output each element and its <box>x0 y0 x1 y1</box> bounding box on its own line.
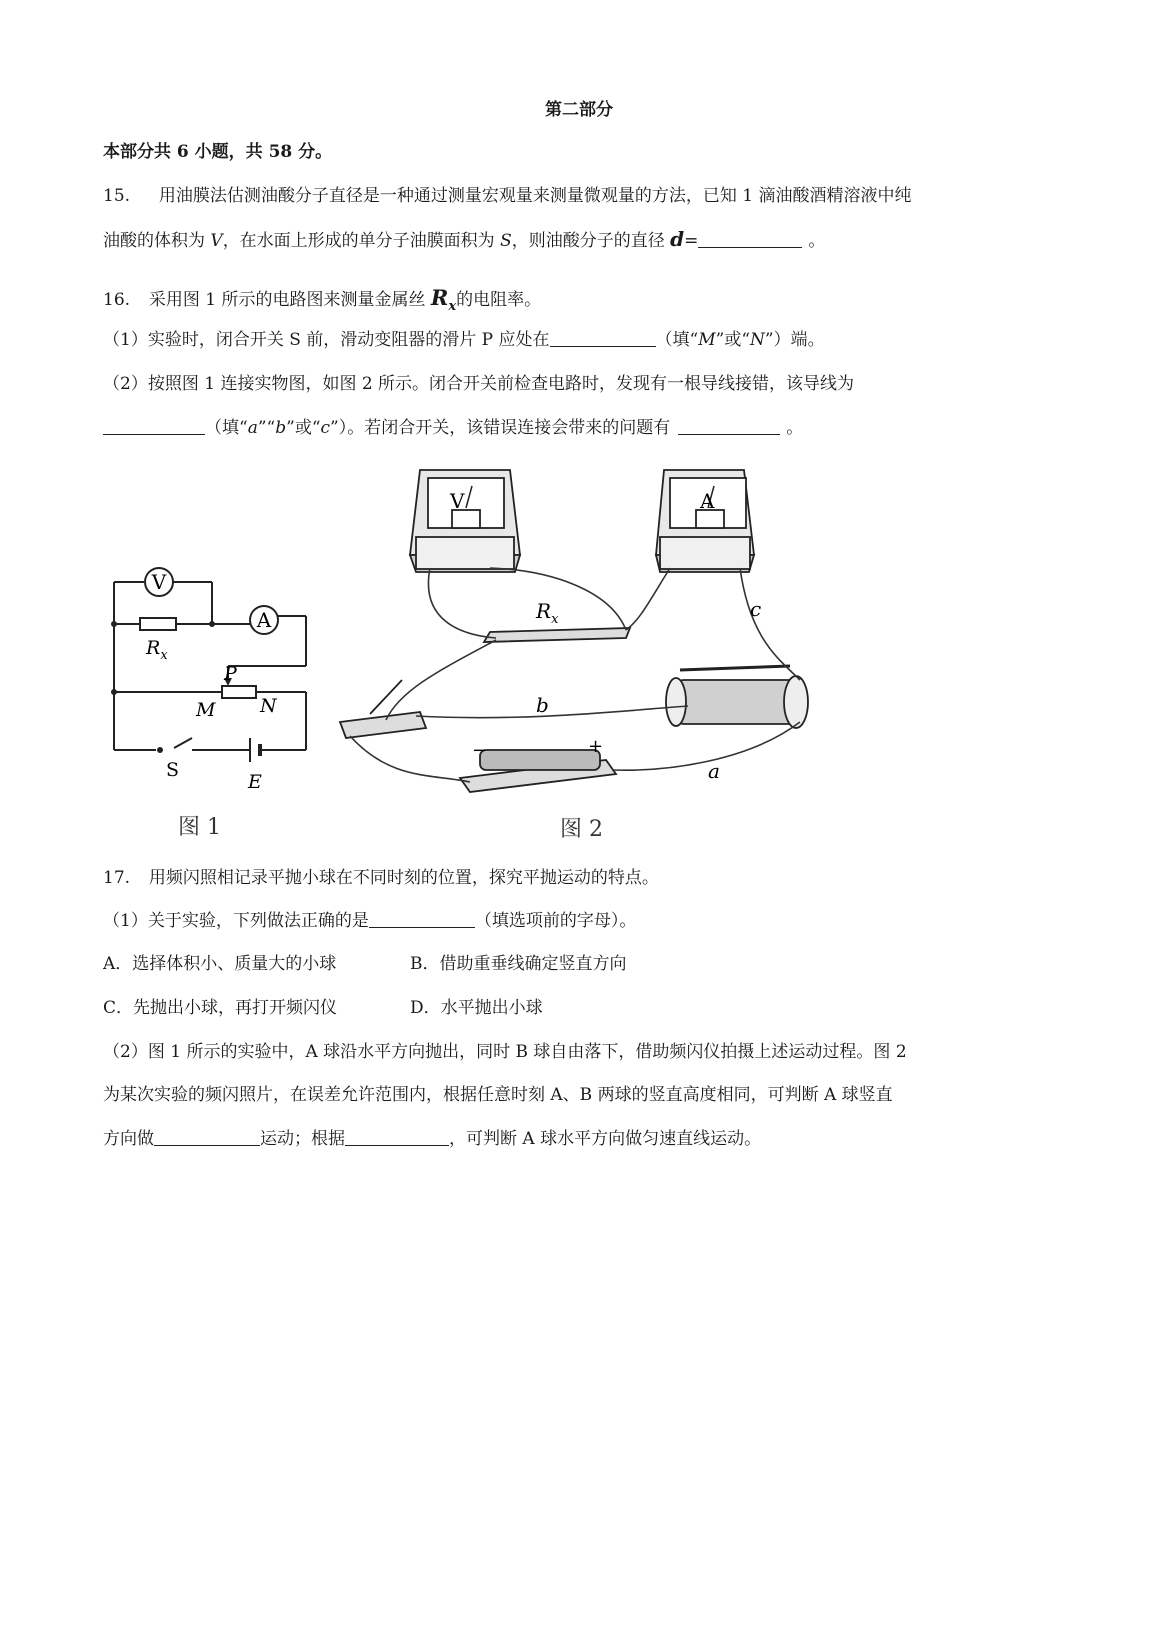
figure1-caption: 图 1 <box>178 815 221 840</box>
wire-c-text: c <box>320 418 331 438</box>
q17-p2-a: 方向做 <box>103 1129 154 1149</box>
q17-p1-b: （填选项前的字母）。 <box>474 911 637 931</box>
figure2-apparatus-drawing <box>330 460 850 805</box>
q17-part1 <box>103 909 636 933</box>
q16-p2-end: 。 <box>786 418 804 438</box>
q16-text-a: 采用图 1 所示的电路图来测量金属丝 <box>148 290 431 310</box>
q15-number: 15. <box>103 186 131 206</box>
q17-intro <box>103 866 659 890</box>
q16-p2-sep1: ”“ <box>257 418 276 438</box>
q16-p2-a: （填“ <box>205 418 248 438</box>
q17-option-b: B．借助重垂线确定竖直方向 <box>410 954 627 974</box>
q15-text1: 用油膜法估测油酸分子直径是一种通过测量宏观量来测量微观量的方法，已知 1 滴油酸酒精溶液中纯 <box>158 186 912 206</box>
var-d: d <box>670 227 685 251</box>
fig2-wire-c-label: c <box>750 597 762 621</box>
figure2-caption: 图 2 <box>560 817 603 842</box>
var-v: V <box>210 231 223 251</box>
q16-part1 <box>103 328 825 352</box>
fig2-wire-b-label: b <box>536 693 549 717</box>
fig1-p-label: P <box>224 663 237 685</box>
fig2-rx-label: $R_x$ <box>536 599 559 627</box>
q17-part2-line3 <box>103 1127 761 1151</box>
figure1-circuit-diagram <box>100 560 330 800</box>
q16-p1-d: ”）端。 <box>764 330 825 350</box>
var-s: S <box>500 231 512 251</box>
q16-p2-sep2: ”或“ <box>286 418 321 438</box>
q17-option-d: D．水平抛出小球 <box>410 998 543 1018</box>
q16-p1-c: ”或“ <box>715 330 751 350</box>
fig2-battery-plus: + <box>588 736 604 757</box>
fig2-wire-a-label: a <box>708 759 720 783</box>
q15-answer-blank[interactable] <box>698 229 802 248</box>
q16-p1-b: （填“ <box>655 330 699 350</box>
fig1-rx-label: $R_x$ <box>146 637 168 663</box>
fig1-n-label: N <box>260 695 277 717</box>
q15-end: 。 <box>808 231 826 251</box>
q16-p2-blank1[interactable] <box>103 416 205 435</box>
q15-line1 <box>103 184 911 208</box>
wire-b-text: b <box>275 418 287 438</box>
section-title: 第二部分 <box>545 100 613 120</box>
q17-number: 17. <box>103 868 131 888</box>
q17-part2-line1: （2）图 1 所示的实验中，A 球沿水平方向抛出，同时 B 球自由落下，借助频闪仪拍摄上述运动过程。图 2 <box>103 1042 907 1062</box>
q16-p1-text: （1）实验时，闭合开关 S 前，滑动变阻器的滑片 P 应处在 <box>103 330 550 350</box>
var-n: N <box>750 330 765 350</box>
q16-p2-b: ”）。若闭合开关，该错误连接会带来的问题有 <box>330 418 671 438</box>
q15-line2 <box>103 227 825 253</box>
q17-p2-b: 运动；根据 <box>260 1129 345 1149</box>
q17-intro-text: 用频闪照相记录平抛小球在不同时刻的位置，探究平抛运动的特点。 <box>148 868 659 888</box>
q16-intro <box>103 286 541 319</box>
fig2-voltmeter-label: V <box>450 489 465 513</box>
q17-option-a: A．选择体积小、质量大的小球 <box>103 954 337 974</box>
fig2-battery-minus: − <box>472 740 488 761</box>
var-m: M <box>698 330 716 350</box>
q17-option-c: C．先抛出小球，再打开频闪仪 <box>103 998 338 1018</box>
fig1-voltmeter-label: V <box>151 570 167 594</box>
rx-symbol: $R_x$ <box>430 285 457 315</box>
q17-p1-text: （1）关于实验，下列做法正确的是 <box>103 911 369 931</box>
q16-p2-blank2[interactable] <box>678 416 780 435</box>
fig1-m-label: M <box>196 699 216 721</box>
section-intro: 本部分共 6 小题，共 58 分。 <box>103 142 333 162</box>
q16-part2-line2 <box>103 416 803 440</box>
q15-text2a: 油酸的体积为 <box>103 231 211 251</box>
fig1-ammeter-label: A <box>256 608 272 632</box>
q17-p2-c: ，可判断 A 球水平方向做匀速直线运动。 <box>449 1129 762 1149</box>
q16-number: 16. <box>103 290 131 310</box>
q16-part2-line1: （2）按照图 1 连接实物图，如图 2 所示。闭合开关前检查电路时，发现有一根导线接错，该导线为 <box>103 374 855 394</box>
q16-p1-blank[interactable] <box>550 328 656 347</box>
wire-a-text: a <box>247 418 258 438</box>
q17-p2-blank2[interactable] <box>345 1127 449 1146</box>
q15-text2c: ，则油酸分子的直径 <box>511 231 671 251</box>
q15-text2b: ，在水面上形成的单分子油膜面积为 <box>222 231 501 251</box>
q17-p2-blank1[interactable] <box>154 1127 260 1146</box>
fig1-battery-label: E <box>248 771 262 793</box>
equals-sign: = <box>684 231 699 251</box>
q16-text-b: 的电阻率。 <box>456 290 542 310</box>
q17-part2-line2: 为某次实验的频闪照片，在误差允许范围内，根据任意时刻 A、B 两球的竖直高度相同，可判断 A 球竖直 <box>103 1085 893 1105</box>
fig2-ammeter-label: A <box>700 489 715 513</box>
fig1-switch-label: S <box>166 759 180 781</box>
q17-p1-blank[interactable] <box>369 909 475 928</box>
